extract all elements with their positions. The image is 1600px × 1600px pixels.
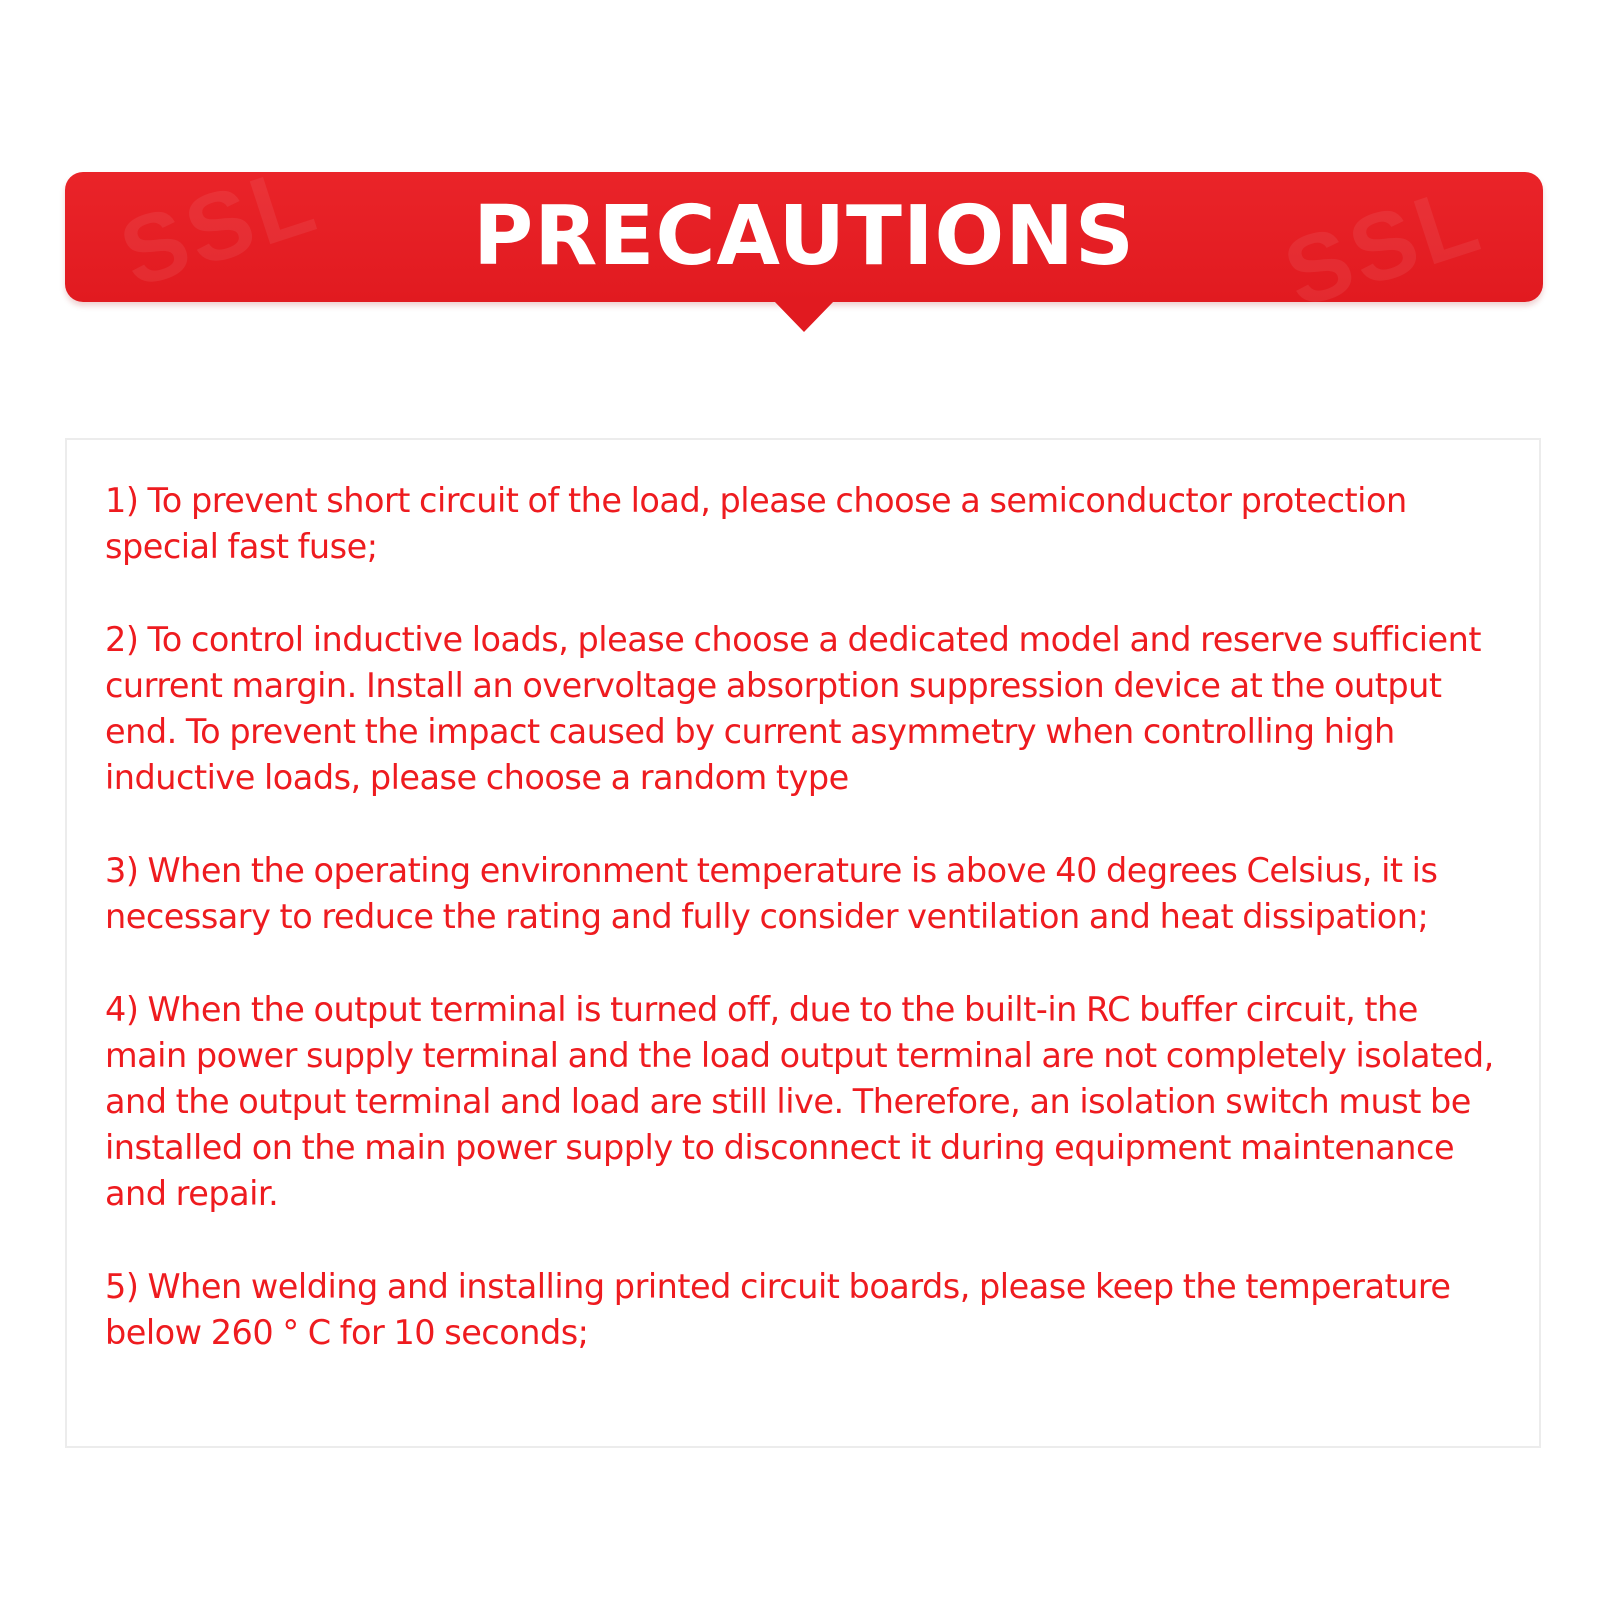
precaution-item-2: 2) To control inductive loads, please choose a dedicated model and reserve sufficient current margin. Install an overvoltage absorption suppression device at the output end. To prevent the impact caused by current asymmetry when controlling high inductive loads, please choose a random type xyxy=(105,620,1482,797)
watermark-logo-right: SSL xyxy=(1272,164,1495,329)
precaution-item-4: 4) When the output terminal is turned off, due to the built-in RC buffer circuit, the main power supply terminal and the load output terminal are not completely isolated, and the output terminal and load are still live. Therefore, an isolation switch must be installed on the main power supply to disconnect it during equipment maintenance and repair. xyxy=(105,990,1494,1213)
precaution-item-3: 3) When the operating environment temperature is above 40 degrees Celsius, it is necessary to reduce the rating and fully consider ventilation and heat dissipation; xyxy=(105,851,1438,936)
precaution-item-5: 5) When welding and installing printed circuit boards, please keep the temperature below 260 ° C for 10 seconds; xyxy=(105,1267,1451,1352)
precaution-item-1: 1) To prevent short circuit of the load, please choose a semiconductor protection special fast fuse; xyxy=(105,481,1407,566)
precautions-list xyxy=(65,438,1541,1448)
page-title: PRECAUTIONS xyxy=(473,189,1135,284)
precautions-banner xyxy=(65,144,1543,329)
banner-pointer-arrow xyxy=(774,301,834,332)
watermark-logo-left: SSL xyxy=(108,144,331,309)
